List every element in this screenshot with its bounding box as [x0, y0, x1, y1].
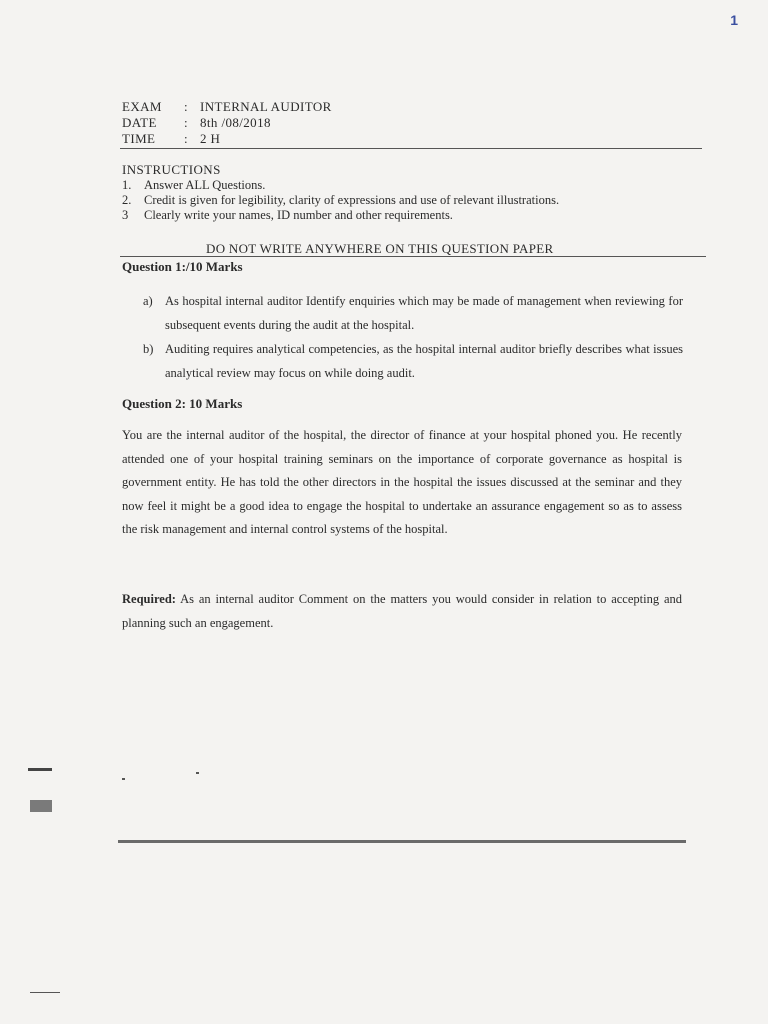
question-2-title: Question 2: 10 Marks [122, 396, 243, 411]
instruction-item: 2. Credit is given for legibility, clarity of expressions and use of relevant illustrations. [122, 193, 560, 207]
instruction-item: 3 Clearly write your names, ID number and other requirements. [122, 208, 453, 222]
instructions-list [122, 178, 559, 223]
header-row-date: DATE : 8th /08/2018 [122, 115, 271, 130]
scan-mark [30, 800, 52, 812]
header-divider [120, 148, 702, 149]
do-not-write-warning: DO NOT WRITE ANYWHERE ON THIS QUESTION PAPER [206, 241, 554, 256]
header-value: 8th /08/2018 [200, 115, 271, 130]
question-2-required [122, 587, 682, 635]
instructions-section [122, 162, 559, 223]
scan-mark [28, 768, 52, 771]
question-part: a) As hospital internal auditor Identify enquiries which may be made of management when reviewing for subsequent events during the audit at the hospital. [143, 294, 683, 332]
scan-mark [30, 992, 60, 993]
required-label: Required: [122, 592, 176, 606]
header-value: 2 H [200, 131, 221, 146]
instruction-item: 1. Answer ALL Questions. [122, 178, 266, 192]
required-text: As an internal auditor Comment on the matters you would consider in relation to accepting and planning such an engagement. [122, 592, 683, 630]
header-row-exam: EXAM : INTERNAL AUDITOR [122, 99, 332, 114]
page-number: 1 [730, 12, 738, 28]
exam-header [122, 99, 332, 147]
question-part: b) Auditing requires analytical competencies, as the hospital internal auditor briefly describes what issues analytical review may focus on while doing audit. [143, 342, 683, 380]
warning-divider [120, 256, 706, 257]
instructions-title: INSTRUCTIONS [122, 162, 221, 177]
question-1-title: Question 1:/10 Marks [122, 259, 243, 274]
question-2-body: You are the internal auditor of the hospital, the director of finance at your hospital phoned you. He recently attended one of your hospital training seminars on the importance of corporate governance as hospital is government entity. He has told the other directors in the hospital the issues discussed at the seminar and they now feel it might be a good idea to engage the hospital to undertake an assurance engagement so as to assess the risk management and internal control systems of the hospital. [122, 428, 682, 536]
question-1-parts [143, 289, 683, 385]
header-label: DATE [122, 115, 157, 130]
header-label: TIME [122, 131, 156, 146]
bottom-divider [118, 840, 686, 843]
scan-speck [196, 772, 199, 774]
scan-speck [122, 778, 125, 780]
header-value: INTERNAL AUDITOR [200, 99, 332, 114]
header-row-time: TIME : 2 H [122, 131, 221, 146]
header-label: EXAM [122, 99, 162, 114]
